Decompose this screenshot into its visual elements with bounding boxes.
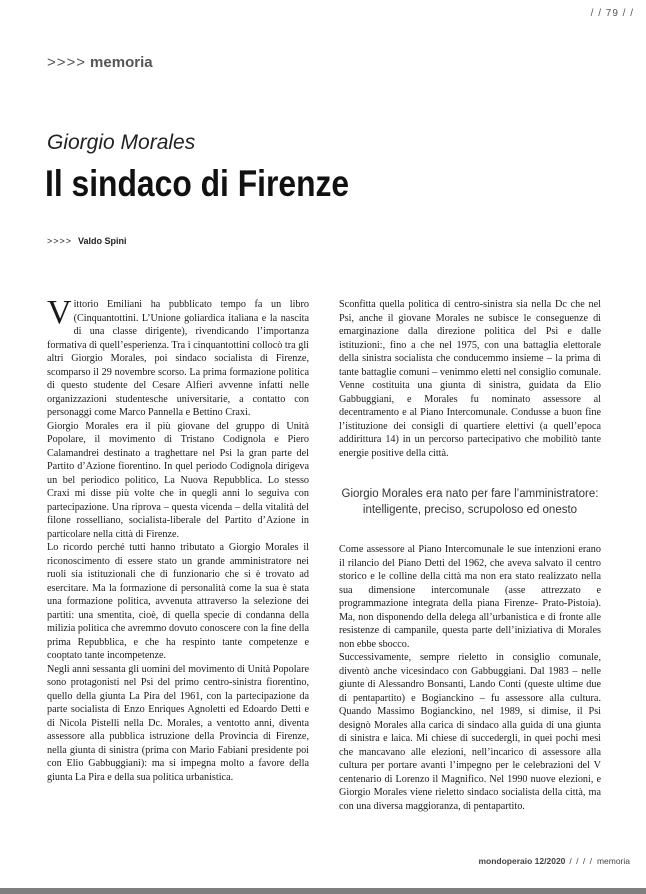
paragraph-7: Successivamente, sempre rieletto in consiglio comunale, diventò anche vicesindaco con Gabbuggiani. Dal 1983 – nelle giunte di Alessandro Bonsanti, Lando Conti (queste ultime due di pentapartito) e Bogianckino – fu assessore alla cultura. Quando Massimo Bogianckino, nel 1989, si dimise, il Psi designò Morales alla carica di sindaco alla guida di una giunta di sinistra e laica. Mi chiese di succedergli, in quei pochi mesi che mancavano alle elezioni, nell’incarico di assessore alla cultura per portare avanti l’impegno per le celebrazioni del V centenario di Lorenzo il Magnifico. Nel 1990 nuove elezioni, e Giorgio Morales viene rieletto sindaco socialista della città, ma con una diversa maggioranza, di pentapartito. — [339, 652, 601, 812]
paragraph-3: Lo ricordo perché tutti hanno tributato a Giorgio Morales il riconoscimento di essere stato un grande amministratore nei ruoli sia istituzionali che di funzionario che si è trovato ad esercitare. Ma la formazione di personalità come la sua è stata una formazione politica, avvenuta attraverso la selezione dei partiti: una smentita, cioè, di quella specie di condanna della milizia politica che avremmo dovuto conoscere con la fine della prima Repubblica, e che ha respinto tante competenze e cooptato tante incompetenze. — [47, 542, 309, 661]
section-name: memoria — [90, 54, 153, 71]
section-arrows: >>>> — [47, 54, 87, 71]
page-number: / / 79 / / — [590, 8, 634, 19]
paragraph-2: Giorgio Morales era il più giovane del gruppo di Unità Popolare, il movimento di Tristano Codignola e Piero Calamandrei destinato a traghettare nel Psi la gran parte del Partito d’Azione fiorentino. In quel periodo Codignola dirigeva un bel periodico politico, La Nuova Repubblica. Lo stesso Craxi mi disse più volte che in quegli anni lo seguiva con partecipazione. Una riprova – questa vicenda – della vitalità del filone rosselliano, socialista-liberale del Partito d’Azione in particolare nella città di Firenze. — [47, 420, 309, 540]
left-column — [47, 294, 309, 784]
author-name: Valdo Spini — [78, 236, 127, 246]
pull-quote: Giorgio Morales era nato per fare l’amministratore: intelligente, preciso, scrupoloso ed onesto — [341, 488, 599, 516]
page-footer — [478, 856, 630, 866]
bottom-bar — [0, 888, 646, 894]
paragraph-1-text: ittorio Emiliani ha pubblicato tempo fa un libro (Cinquantottini. L’Unione goliardica italiana e la nascita di una classe dirigente), rivendicando l’importanza formativa di quell’esperienza. Tra i cinquantottini collocò tra gli altri Giorgio Morales, poi sindaco socialista di Firenze, scomparso il 29 novembre scorso. La prima formazione politica di questo studente del Cesare Alfieri avvenne infatti nelle organizzazioni studentesche universitarie, a contatto con personaggi come Marco Pannella e Bettino Craxi. — [47, 299, 309, 418]
right-column-bottom — [339, 543, 601, 813]
footer-section: memoria — [596, 856, 630, 866]
article-subtitle: Giorgio Morales — [47, 131, 196, 154]
drop-cap: V — [47, 294, 72, 331]
footer-magazine: mondoperaio 12/2020 — [478, 856, 566, 866]
article-title: Il sindaco di Firenze — [45, 163, 350, 204]
right-column-top — [339, 298, 601, 460]
author-line — [47, 236, 127, 246]
paragraph-4: Negli anni sessanta gli uomini del movimento di Unità Popolare sono protagonisti nel Psi del primo centro-sinistra fiorentino, quello della giunta La Pira del 1961, con la partecipazione da parte socialista di Enzo Enriques Agnoletti ed Edoardo Detti e di Nicola Pistelli nella Dc. Morales, a ventotto anni, diventa assessore alla pubblica istruzione della Provincia di Firenze, nella giunta di sinistra (prima con Mario Fabiani presidente poi con Elio Gabbuggiani): ma si impegna molto a favore della giunta La Pira e della sua politica urbanistica. — [47, 663, 309, 783]
paragraph-5: Sconfitta quella politica di centro-sinistra sia nella Dc che nel Psi, anche il giovane Morales ne subisce le conseguenze di emarginazione dalla direzione politica del Psi e dalle istituzioni:, fino a che nel 1975, con una battaglia elettorale della sinistra socialista che conducemmo insieme – la prima di tante battaglie comuni – venimmo eletti nel consiglio comunale. Venne costituita una giunta di sinistra, guidata da Elio Gabbuggiani, e Morales fu nominato assessore al decentramento e al Piano Intercomunale. Condusse a buon fine l’istituzione dei consigli di quartiere elettivi (a quell’epoca addirittura 14) in un percorso partecipativo che mobilitò tante energie positive della città. — [339, 299, 601, 459]
section-label — [47, 54, 153, 71]
paragraph-1 — [47, 294, 309, 420]
paragraph-6: Come assessore al Piano Intercomunale le sue intenzioni erano il rilancio del Piano Detti del 1962, che aveva salvato il centro storico e le colline della città ma non era stato realizzato nella sua dimensione intercomunale (asse attrezzato e programmazione integrata della piana Firenze- Prato-Pistoia). Ma, non disponendo della delega all’urbanistica e di fronte alle resistenze di campanile, questa parte dell’iniziativa di Morales non ebbe sbocco. — [339, 544, 601, 650]
footer-separator: / / / / — [569, 856, 593, 866]
author-arrows: >>>> — [47, 236, 73, 246]
